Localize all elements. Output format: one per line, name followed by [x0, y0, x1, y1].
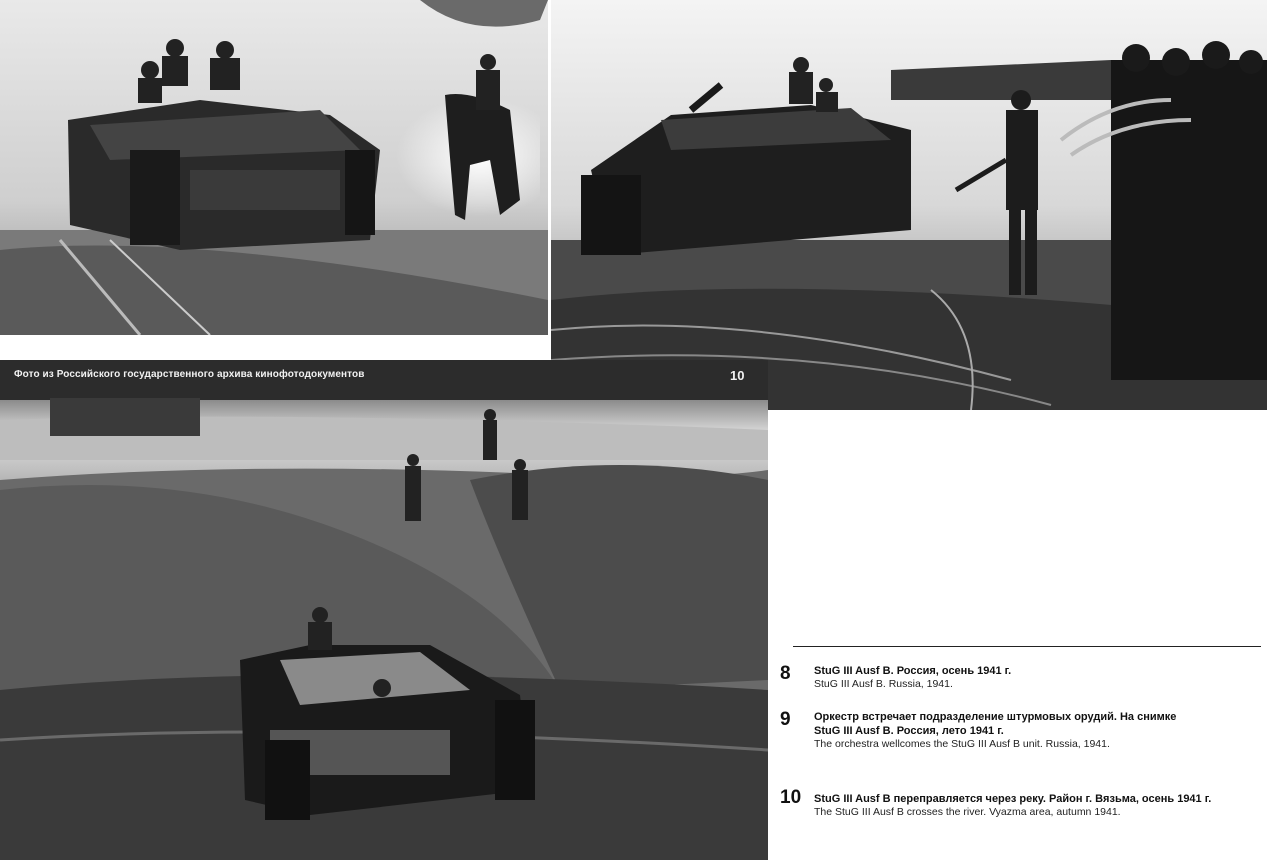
- caption-divider: [793, 646, 1261, 647]
- photo-number: 10: [730, 368, 745, 383]
- caption-9: [780, 710, 1260, 751]
- caption-ru-line-1: Оркестр встречает подразделение штурмовых орудий. На снимке: [814, 711, 1177, 723]
- caption-en: StuG III Ausf B. Russia, 1941.: [814, 678, 953, 690]
- caption-10: [780, 788, 1260, 819]
- photo-stug-orchestra: [551, 0, 1267, 410]
- caption-8: [780, 664, 1260, 691]
- caption-number: 10: [780, 787, 802, 808]
- caption-en: The orchestra wellcomes the StuG III Ausf B unit. Russia, 1941.: [814, 738, 1110, 750]
- caption-en: The StuG III Ausf B crosses the river. Vyazma area, autumn 1941.: [814, 806, 1121, 818]
- photo-stug-river-crossing: [0, 360, 768, 860]
- photo-credit: Фото из Российского государственного архива кинофотодокументов: [14, 369, 365, 380]
- caption-ru: StuG III Ausf B переправляется через реку. Район г. Вязьма, осень 1941 г.: [814, 793, 1212, 805]
- caption-number: 9: [780, 709, 791, 730]
- caption-ru-line-2: StuG III Ausf B. Россия, лето 1941 г.: [814, 725, 1004, 737]
- caption-ru: StuG III Ausf B. Россия, осень 1941 г.: [814, 665, 1012, 677]
- photo-stug-road-horse: [0, 0, 548, 335]
- caption-number: 8: [780, 663, 791, 684]
